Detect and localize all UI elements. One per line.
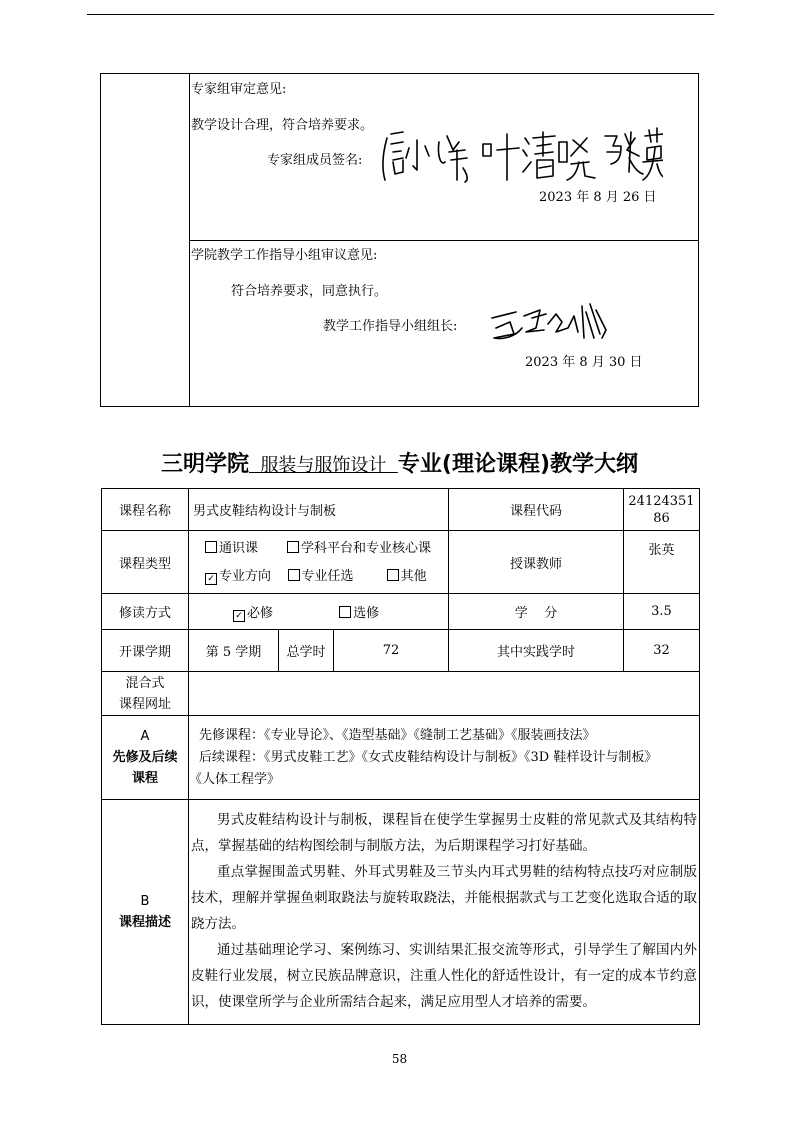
type-option-other[interactable]: 其他 [387, 569, 427, 584]
checkbox-other[interactable] [387, 569, 399, 581]
practice-hours-label: 其中实践学时 [449, 630, 624, 672]
prereq-content [189, 716, 700, 800]
teacher-label: 授课教师 [449, 531, 624, 594]
practice-hours-value: 32 [624, 630, 700, 672]
title-rest: 专业(理论课程)教学大纲 [397, 452, 639, 477]
checkbox-direction-checked[interactable]: ✓ [205, 573, 217, 585]
type-option-core[interactable]: 学科平台和专业核心课 [287, 541, 431, 556]
review-table [100, 73, 699, 407]
total-hours-value: 72 [334, 630, 449, 672]
course-name-label: 课程名称 [102, 489, 189, 531]
semester-label: 开课学期 [102, 630, 189, 672]
study-option-required[interactable]: ✓ 必修 [193, 606, 273, 621]
college-sign-label: 教学工作指导小组组长: [323, 319, 458, 334]
description-paragraph-1: 男式皮鞋结构设计与制板，课程旨在使学生掌握男士皮鞋的常见款式及其结构特点，掌握基础的结构图绘制与制版方法，为后期课程学习打好基础。 [191, 812, 697, 854]
total-hours-label: 总学时 [279, 630, 334, 672]
type-option-general[interactable]: 通识课 [205, 541, 258, 556]
row-course-name [102, 489, 700, 531]
row-course-type [102, 531, 700, 594]
row-study-mode [102, 594, 700, 630]
checkbox-core[interactable] [287, 541, 299, 553]
study-mode-label: 修读方式 [102, 594, 189, 630]
header-rule [87, 14, 714, 15]
hybrid-url[interactable] [189, 672, 700, 716]
row-prereq [102, 716, 700, 800]
page-number: 58 [391, 1052, 408, 1066]
description-content [189, 800, 700, 1025]
college-heading: 学院教学工作指导小组审议意见: [191, 248, 378, 263]
checkbox-required-checked[interactable]: ✓ [233, 610, 245, 622]
leader-signature [486, 298, 611, 344]
prereq-label: A 先修及后续 课程 [102, 716, 189, 800]
review-row-divider [189, 240, 698, 241]
checkbox-elective[interactable] [288, 569, 300, 581]
row-semester [102, 630, 700, 672]
college-date: 2023 年 8 月 30 日 [525, 355, 643, 370]
course-name-value: 男式皮鞋结构设计与制板 [189, 489, 449, 531]
course-code-label: 课程代码 [449, 489, 624, 531]
study-option-elective[interactable]: 选修 [277, 606, 379, 621]
description-label: B 课程描述 [102, 800, 189, 1025]
prereq-line-1: 先修课程：《专业导论》、《造型基础》《缝制工艺基础》《服装画技法》 [199, 727, 596, 743]
type-option-elective[interactable]: 专业任选 [288, 569, 354, 584]
title-school: 三明学院 [160, 452, 249, 477]
credit-value: 3.5 [624, 594, 700, 630]
description-paragraph-2: 重点掌握围盖式男鞋、外耳式男鞋及三节头内耳式男鞋的结构特点技巧对应制版技术，理解并掌握鱼刺取跷法与旋转取跷法，并能根据款式与工艺变化选取合适的取跷方法。 [191, 864, 697, 932]
title-major: 服装与服饰设计 [260, 455, 387, 476]
study-mode-options [189, 594, 449, 630]
course-info-table [101, 488, 700, 1025]
semester-value: 第 5 学期 [189, 630, 279, 672]
course-code-value: 2412435186 [624, 489, 700, 531]
prereq-line-2: 后续课程：《男式皮鞋工艺》《女式皮鞋结构设计与制板》《3D 鞋样设计与制板》 [199, 749, 658, 765]
credit-label: 学 分 [449, 594, 624, 630]
prereq-line-3: 《人体工程学》 [189, 771, 281, 787]
hybrid-label: 混合式 课程网址 [102, 672, 189, 716]
row-description [102, 800, 700, 1025]
syllabus-title [0, 447, 799, 478]
row-hybrid [102, 672, 700, 716]
college-opinion: 符合培养要求，同意执行。 [231, 284, 388, 299]
checkbox-general[interactable] [205, 541, 217, 553]
expert-signatures [373, 122, 663, 184]
description-paragraph-3: 通过基础理论学习、案例练习、实训结果汇报交流等形式，引导学生了解国内外皮鞋行业发展，树立民族品牌意识，注重人性化的舒适性设计，有一定的成本节约意识，使课堂所学与企业所需结合起来，满足应用型人才培养的需要。 [191, 942, 697, 1010]
expert-sign-label: 专家组成员签名: [267, 153, 363, 168]
teacher-value: 张英 [624, 531, 700, 594]
type-option-direction[interactable]: ✓ 专业方向 [205, 569, 271, 584]
course-type-label: 课程类型 [102, 531, 189, 594]
expert-date: 2023 年 8 月 26 日 [539, 190, 657, 205]
course-type-options [189, 531, 449, 594]
expert-heading: 专家组审定意见: [191, 82, 287, 97]
checkbox-optional[interactable] [339, 606, 351, 618]
expert-opinion: 教学设计合理，符合培养要求。 [191, 118, 374, 133]
